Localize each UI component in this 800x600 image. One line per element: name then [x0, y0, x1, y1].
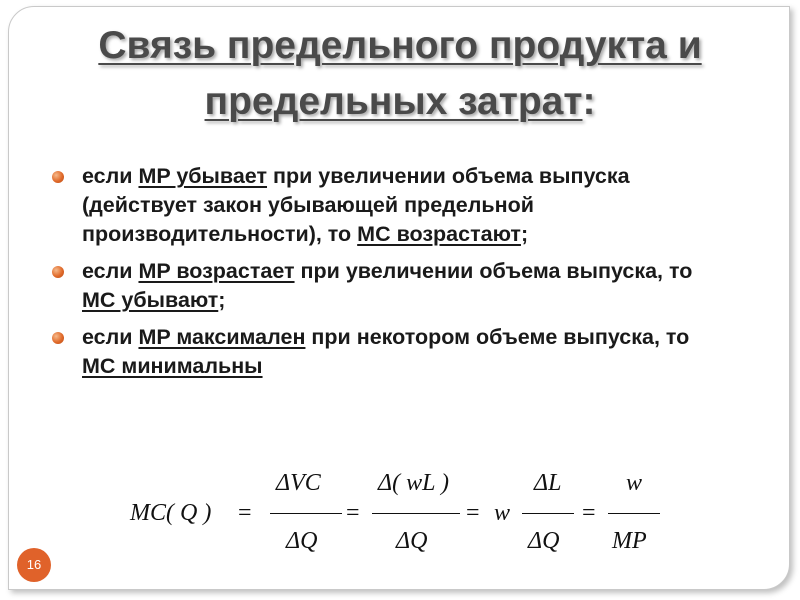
fraction-4-line	[608, 513, 660, 514]
fraction-2-numerator: Δ( wL )	[378, 470, 449, 496]
fraction-1-denominator: ΔQ	[286, 528, 318, 554]
equals-sign: =	[346, 500, 360, 526]
slide-title	[20, 18, 780, 130]
bullet-item: если MP убывает при увеличении объема выпуска (действует закон убывающей предельной производительности), то MC возрастают;	[50, 162, 710, 249]
bullet-dot-icon	[52, 332, 64, 344]
equals-sign: =	[466, 500, 480, 526]
fraction-3-line	[522, 513, 574, 514]
fraction-2-denominator: ΔQ	[396, 528, 428, 554]
fraction-4-denominator: MP	[612, 528, 647, 554]
bullet-dot-icon	[52, 266, 64, 278]
fraction-1-numerator: ΔVC	[276, 470, 321, 496]
title-line-1: Связь предельного продукта и	[98, 24, 702, 67]
equals-sign: =	[238, 500, 252, 526]
fraction-2-line	[372, 513, 460, 514]
formula-w-multiplier: w	[494, 500, 511, 526]
fraction-4-numerator: w	[626, 470, 643, 496]
bullet-item: если MP возрастает при увеличении объема выпуска, то MC убывают;	[50, 257, 710, 315]
fraction-3-denominator: ΔQ	[528, 528, 560, 554]
fraction-1-line	[270, 513, 342, 514]
formula	[130, 466, 690, 566]
equals-sign: =	[582, 500, 596, 526]
formula-lhs: MC( Q )	[130, 500, 212, 526]
bullet-dot-icon	[52, 171, 64, 183]
fraction-3-numerator: ΔL	[534, 470, 562, 496]
bullet-list	[50, 162, 710, 389]
title-line-2: предельных затрат:	[204, 80, 596, 123]
bullet-item: если MP максимален при некотором объеме выпуска, то MC минимальны	[50, 323, 710, 381]
page-number-badge: 16	[17, 548, 51, 582]
